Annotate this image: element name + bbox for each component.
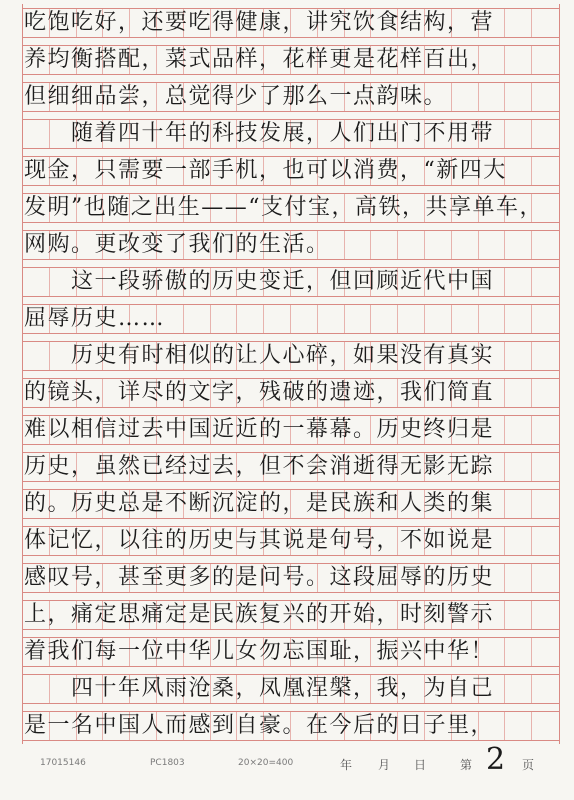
text-line: 养均衡搭配，菜式品样，花样更是花样百出， <box>24 47 495 72</box>
text-line: 体记忆，以往的历史与其说是句号，不如说是 <box>24 528 495 553</box>
day-label: 日 <box>414 758 427 772</box>
sheet-code: 17015146 <box>40 758 86 768</box>
page-footer <box>0 742 574 800</box>
text-line: 这一段骄傲的历史变迁，但回顾近代中国 <box>24 269 495 294</box>
text-line: 历史有时相似的让人心碎，如果没有真实 <box>24 343 495 368</box>
text-line: 现金，只需要一部手机，也可以消费，“新四大 <box>24 158 507 183</box>
page-number: 2 <box>486 742 506 777</box>
grid-spec: 20×20=400 <box>238 758 294 768</box>
text-line: 历史，虽然已经过去，但不会消逝得无影无踪 <box>24 454 495 479</box>
text-line: 随着四十年的科技发展，人们出门不用带 <box>24 121 495 146</box>
text-line: 是一名中国人而感到自豪。在今后的日子里， <box>24 713 495 738</box>
month-label: 月 <box>378 758 391 772</box>
text-line: 的镜头，详尽的文字，残破的遗迹，我们简直 <box>24 380 495 405</box>
text-line: 着我们每一位中华儿女勿忘国耻，振兴中华！ <box>24 639 495 664</box>
text-line: 感叹号，甚至更多的是问号。这段屈辱的历史 <box>24 565 495 590</box>
paper-code: PC1803 <box>150 758 185 768</box>
page-suffix: 页 <box>522 758 535 772</box>
text-line: 上，痛定思痛定是民族复兴的开始，时刻警示 <box>24 602 495 627</box>
text-line: 难以相信过去中国近近的一幕幕。历史终归是 <box>24 417 495 442</box>
text-line: 吃饱吃好，还要吃得健康，讲究饮食结构，营 <box>24 10 495 35</box>
text-line: 发明”也随之出生——“支付宝，高铁，共享单车， <box>24 195 543 220</box>
text-line: 网购。更改变了我们的生活。 <box>24 232 330 257</box>
text-line: 的。历史总是不断沉淀的，是民族和人类的集 <box>24 491 495 516</box>
text-line: 但细细品尝，总觉得少了那么一点韵味。 <box>24 84 448 109</box>
text-line: 屈辱历史…… <box>24 306 166 331</box>
page-prefix: 第 <box>460 758 473 772</box>
writing-grid <box>22 4 560 744</box>
year-label: 年 <box>340 758 353 772</box>
text-line: 四十年风雨沧桑，凤凰涅槃，我，为自己 <box>24 676 495 701</box>
